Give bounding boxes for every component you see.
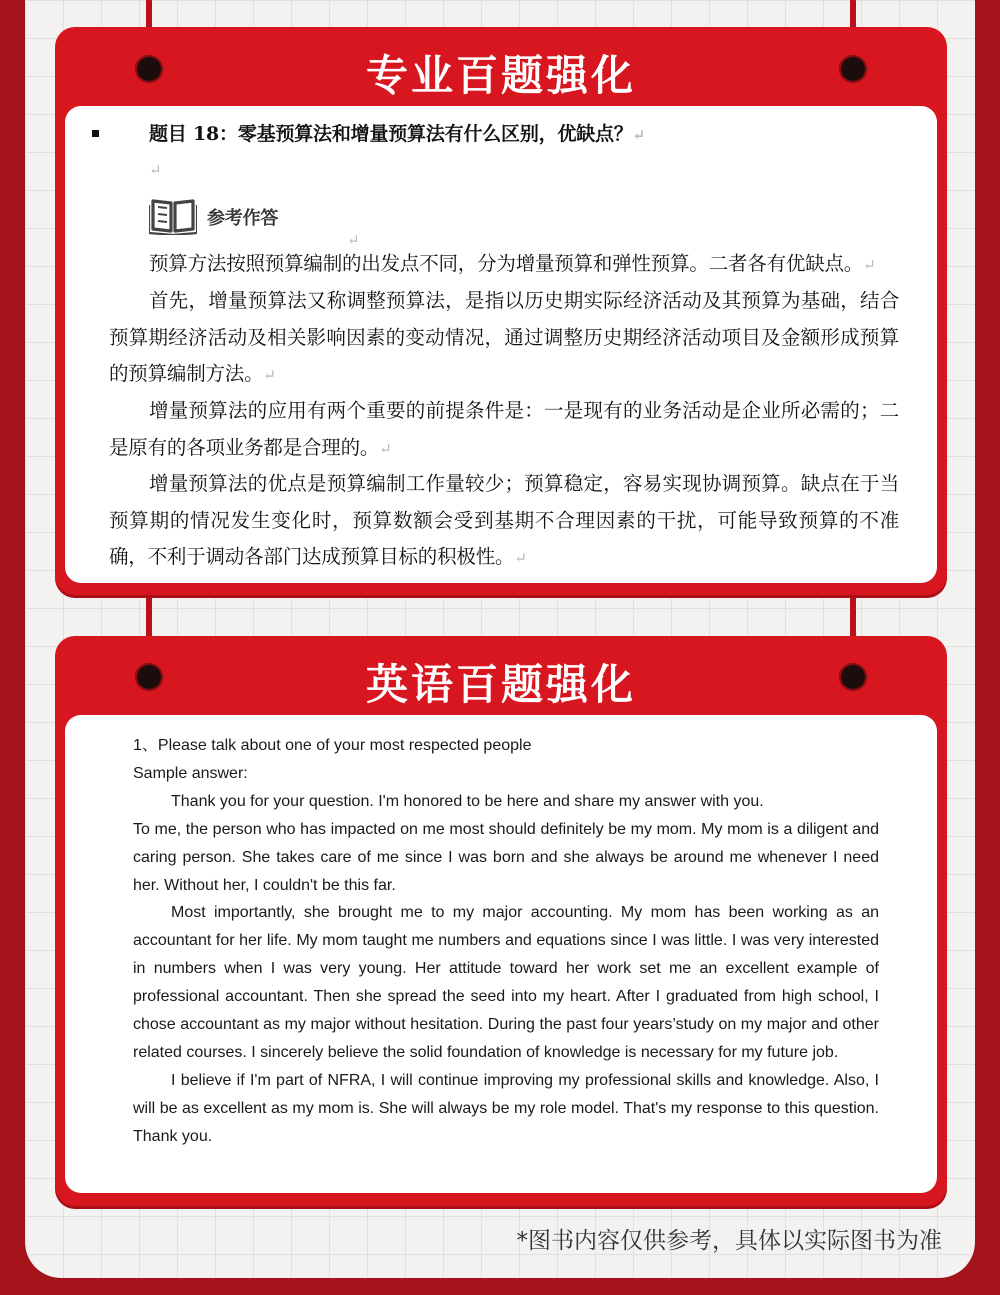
hanging-dot-icon bbox=[135, 55, 163, 83]
empty-line-mark: ↵ bbox=[149, 161, 162, 179]
hanging-dot-icon bbox=[839, 663, 867, 691]
book-icon bbox=[149, 195, 197, 235]
question-line: 1、Please talk about one of your most respected people bbox=[133, 737, 532, 754]
section-english-card bbox=[55, 636, 947, 1206]
answer-paragraph-3: Most importantly, she brought me to my major accounting. My mom has been working as an accountant for her life. My mom taught me numbers and equations since I was little. I was very interested in numbers when I was very young. Her attitude toward her work set me an excellent example of professional accountant. Then she spread the seed into my heart. After I graduated from high school, I chose accountant as my major without hesitation. During the past four years’study on my major and other related courses. I sincerely believe the solid foundation of knowledge is necessary for my future job. bbox=[133, 904, 879, 1061]
section-title: 英语百题强化 bbox=[365, 660, 636, 709]
answer-paragraph-2: 首先，增量预算法又称调整预算法，是指以历史期实际经济活动及其预算为基础，结合预算期经济活动及相关影响因素的变动情况，通过调整历史期经济活动项目及金额形成预算的预算编制方法。↵ bbox=[109, 289, 899, 386]
content-panel bbox=[65, 106, 937, 583]
english-answer-text bbox=[133, 732, 879, 1151]
question-heading: 题目 18：零基预算法和增量预算法有什么区别，优缺点？↵ bbox=[149, 123, 646, 145]
bullet-icon bbox=[92, 130, 99, 137]
answer-label: 参考作答 bbox=[207, 208, 279, 229]
answer-paragraph-1: Thank you for your question. I'm honored to be here and share my answer with you. bbox=[171, 792, 764, 810]
answer-paragraph-2: To me, the person who has impacted on me most should definitely be my mom. My mom is a diligent and caring person. She takes care of me since I was born and she always be around me whenever I need her. Without her, I couldn't be this far. bbox=[133, 820, 879, 894]
disclaimer-note: *图书内容仅供参考，具体以实际图书为准 bbox=[516, 1228, 942, 1254]
section-title: 专业百题强化 bbox=[365, 51, 636, 100]
sample-label: Sample answer: bbox=[133, 764, 248, 782]
return-mark: ↵ bbox=[347, 231, 360, 249]
answer-paragraph-3: 增量预算法的应用有两个重要的前提条件是：一是现有的业务活动是企业所必需的；二是原有的各项业务都是合理的。↵ bbox=[109, 399, 899, 459]
hanging-dot-icon bbox=[135, 663, 163, 691]
hanging-dot-icon bbox=[839, 55, 867, 83]
content-panel bbox=[65, 715, 937, 1193]
answer-paragraph-4: I believe if I'm part of NFRA, I will continue improving my professional skills and knowledge. Also, I will be as excellent as my mom is. She will always be my role model. That's my response to this question. Thank you. bbox=[133, 1071, 879, 1145]
section-professional-card bbox=[55, 27, 947, 595]
answer-paragraph-1: 预算方法按照预算编制的出发点不同，分为增量预算和弹性预算。二者各有优缺点。↵ bbox=[149, 252, 876, 275]
answer-paragraph-4: 增量预算法的优点是预算编制工作量较少；预算稳定，容易实现协调预算。缺点在于当预算期的情况发生变化时，预算数额会受到基期不合理因素的干扰，可能导致预算的不准确，不利于调动各部门达成预算目标的积极性。↵ bbox=[109, 472, 899, 569]
